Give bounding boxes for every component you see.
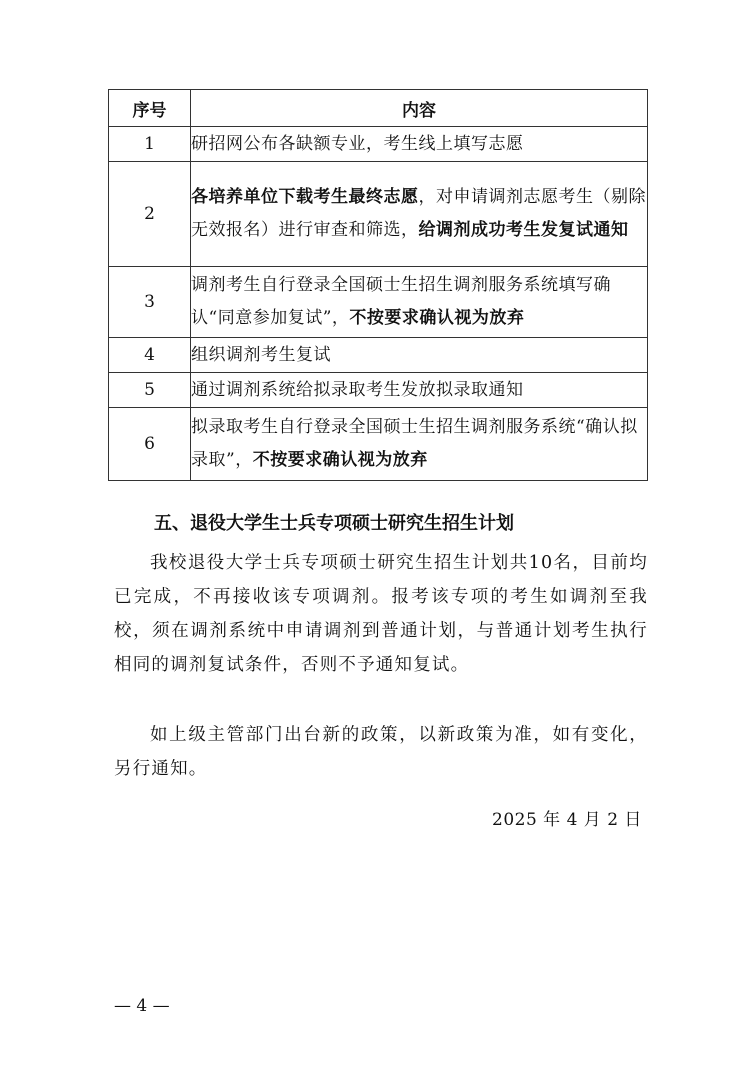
page-number: — 4 — xyxy=(114,996,170,1016)
row-content xyxy=(191,162,648,267)
table-header-row xyxy=(109,90,648,127)
row-index: 3 xyxy=(109,267,191,338)
content-text: 拟录取考生自行登录全国硕士生招生调剂服务系统“确认拟录取”， xyxy=(191,417,638,470)
row-content xyxy=(191,338,648,373)
body-paragraph: 如上级主管部门出台新的政策，以新政策为准，如有变化，另行通知。 xyxy=(114,725,648,779)
row-index: 5 xyxy=(109,373,191,408)
content-bold-text: 不按要求确认视为放弃 xyxy=(252,450,428,470)
row-content xyxy=(191,127,648,162)
body-paragraph: 我校退役大学士兵专项硕士研究生招生计划共10名，目前均已完成，不再接收该专项调剂。报考该专项的考生如调剂至我校，须在调剂系统中申请调剂到普通计划，与普通计划考生执行相同的调剂复试条件，否则不予通知复试。 xyxy=(114,553,648,675)
row-content xyxy=(191,267,648,338)
row-index: 4 xyxy=(109,338,191,373)
content-bold-text: 各培养单位下载考生最终志愿 xyxy=(191,187,419,207)
section-heading: 五、退役大学生士兵专项硕士研究生招生计划 xyxy=(154,513,514,534)
content-bold-text: 不按要求确认视为放弃 xyxy=(349,308,525,328)
row-index: 6 xyxy=(109,408,191,481)
content-text: 调剂考生自行登录全国硕士生招生调剂服务系统填写确认“同意参加复试”， xyxy=(191,275,611,328)
row-content xyxy=(191,408,648,481)
row-content xyxy=(191,373,648,408)
header-content: 内容 xyxy=(191,90,648,127)
table-row xyxy=(109,127,648,162)
content-text: ，对申请调剂志愿考生（剔除无效报名）进行审查和筛选， xyxy=(191,187,646,240)
content-text: 研招网公布各缺额专业，考生线上填写志愿 xyxy=(191,133,524,154)
table-row xyxy=(109,267,648,338)
document-date: 2025 年 4 月 2 日 xyxy=(492,810,642,830)
table-row xyxy=(109,338,648,373)
content-text: 组织调剂考生复试 xyxy=(191,344,331,365)
row-index: 1 xyxy=(109,127,191,162)
header-index: 序号 xyxy=(109,90,191,127)
row-index: 2 xyxy=(109,162,191,267)
content-text: 通过调剂系统给拟录取考生发放拟录取通知 xyxy=(191,379,524,400)
table-row xyxy=(109,373,648,408)
table-row xyxy=(109,162,648,267)
table-row xyxy=(109,408,648,481)
procedure-table xyxy=(108,89,648,481)
content-bold-text: 给调剂成功考生发复试通知 xyxy=(418,220,629,240)
